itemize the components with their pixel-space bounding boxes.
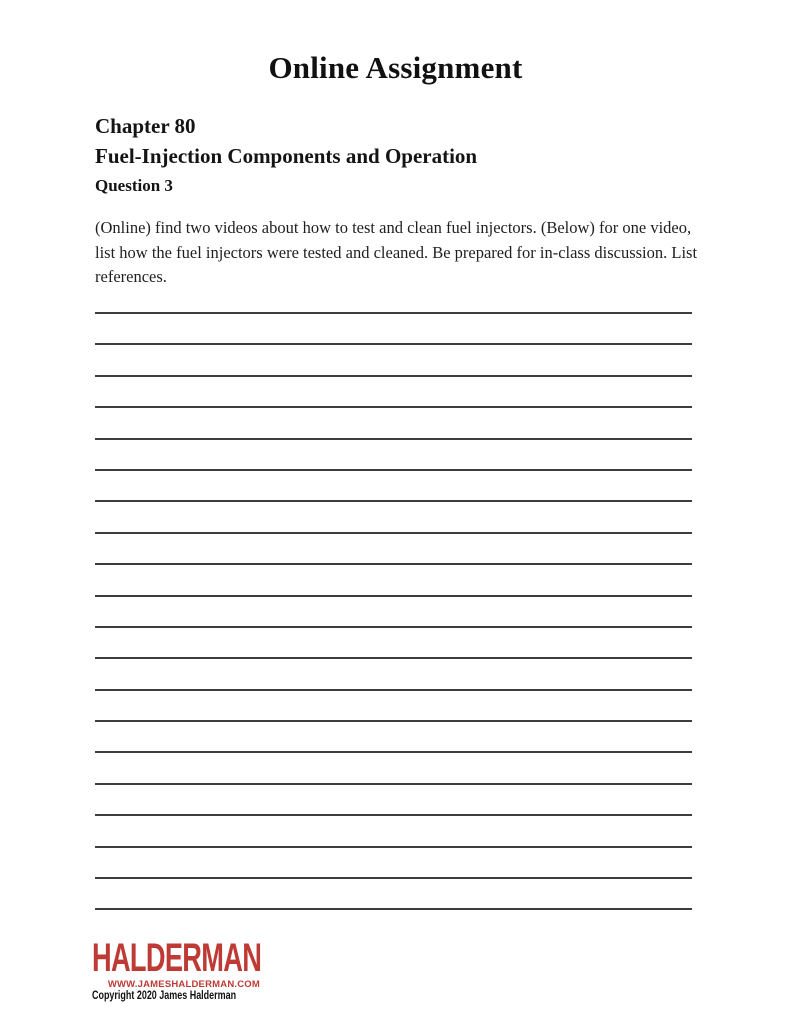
halderman-logo: HALDERMAN xyxy=(92,936,262,980)
answer-line xyxy=(95,532,692,534)
chapter-title: Fuel-Injection Components and Operation xyxy=(95,144,478,168)
answer-line xyxy=(95,438,692,440)
logo-website-text: WWW.JAMESHALDERMAN.COM xyxy=(107,979,260,990)
answer-line xyxy=(95,375,692,377)
answer-line xyxy=(95,720,692,722)
answer-line xyxy=(95,751,692,753)
answer-line xyxy=(95,877,692,879)
answer-line xyxy=(95,563,692,565)
answer-line xyxy=(95,626,692,628)
answer-line xyxy=(95,500,692,502)
answer-lines xyxy=(95,312,692,940)
answer-line xyxy=(95,595,692,597)
answer-line xyxy=(95,846,692,848)
answer-line xyxy=(95,814,692,816)
answer-line xyxy=(95,783,692,785)
answer-line xyxy=(95,657,692,659)
answer-line xyxy=(95,689,692,691)
question-instructions: (Online) find two videos about how to test and clean fuel injectors. (Below) for one video, list how the fuel injectors were tested and cleaned. Be prepared for in-class discussion. List references. xyxy=(95,218,698,286)
answer-line xyxy=(95,469,692,471)
chapter-heading xyxy=(95,111,477,171)
answer-line xyxy=(95,343,692,345)
answer-line xyxy=(95,406,692,408)
question-label: Question 3 xyxy=(95,176,173,195)
chapter-number: Chapter 80 xyxy=(95,114,196,138)
answer-line xyxy=(95,908,692,910)
copyright-text: Copyright 2020 James Halderman xyxy=(92,990,237,1002)
answer-line xyxy=(95,312,692,314)
footer xyxy=(92,936,392,1002)
page-title: Online Assignment xyxy=(268,50,523,85)
